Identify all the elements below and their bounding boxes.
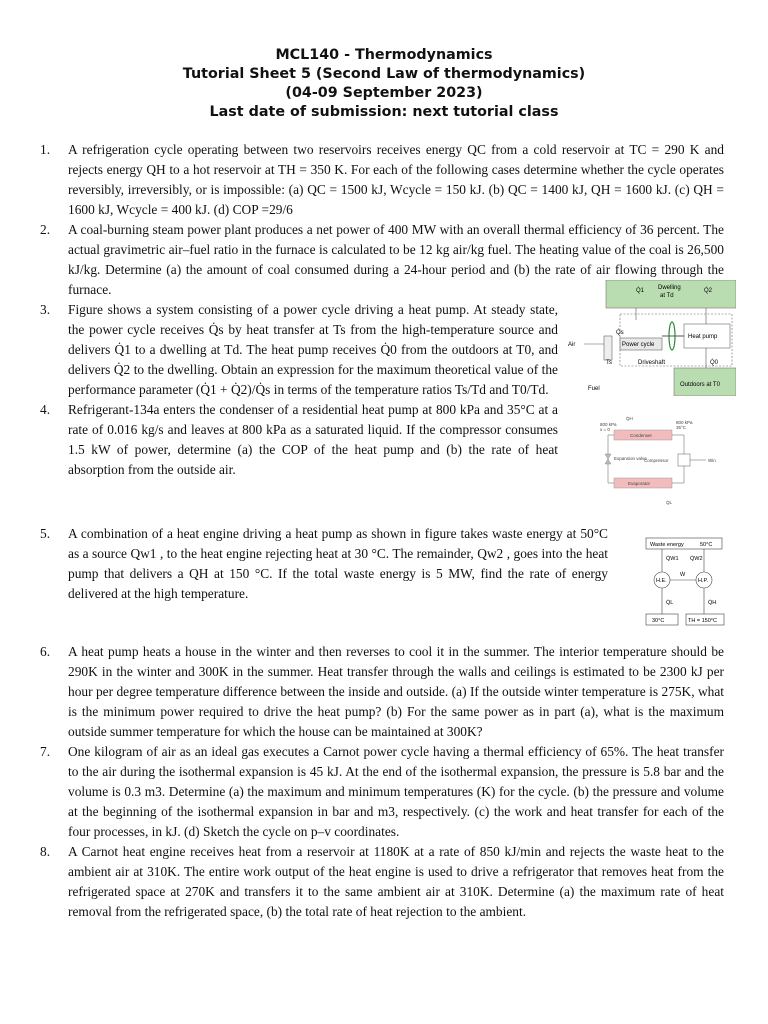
qh-label: Q̇H [708,600,717,606]
question-text: A combination of a heat engine driving a heat pump as shown in figure takes waste energy at 50°C as a source Qw1 , to the heat engine rejecting heat at 30 °C. The remainder, Qw2 , goes into the heat pump that delivers a QH at 150 °C. If the total waste energy is 5 MW, find the rate of energy delivered at the high temperature. [68,526,608,601]
work-label: Ẇ [680,572,686,578]
compressor-box [678,454,690,466]
question-text: A coal-burning steam power plant produces a net power of 400 MW with an overall thermal efficiency of 36 percent. The actual gravimetric air–fuel ratio in the furnace is calculated to be 12 kg air/kg fuel. The heating value of the coal is 26,500 kJ/kg. Determine (a) the amount of coal consumed during a 24-hour period and (b) the rate of air flowing through the furnace. [68,222,724,297]
sheet-title: Tutorial Sheet 5 (Second Law of thermodynamics) [182,66,586,82]
question-8 [40,842,724,922]
question-text: Figure shows a system consisting of a power cycle driving a heat pump. At steady state, the power cycle receives Q̇s by heat transfer at Ts from the high-temperature source and delivers Q̇1 to a dwelling at Td. The heat pump receives Q̇0 from the outdoors at T0, and delivers Q̇2 to the dwelling. Obtain an expression for the maximum theoretical value of the performance parameter (Q̇1 + Q̇2)/Q̇s in terms of the temperature ratios Ts/Td and T0/Td. [68,302,558,397]
driveshaft-label: Driveshaft [638,360,666,366]
ts-label: Ts [606,360,612,366]
question-text: One kilogram of air as an ideal gas executes a Carnot power cycle having a thermal efficiency of 65%. The heat transfer to the air during the isothermal expansion is 45 kJ. At the end of the isothermal expansion, the pressure is 5.8 bar and the volume is 0.3 m3. Determine (a) the maximum and minimum temperatures (K) for the cycle. (b) the pressure and volume at the beginning of the isothermal expansion in bar and m3, respectively. (c) the work and heat transfer for each of the four processes, in kJ. (d) Sketch the cycle on p–v coordinates. [68,744,724,839]
qs-label: Q̇s [616,330,624,336]
evaporator-label: Evaporator [628,481,651,486]
figure-heat-engine-heat-pump [642,536,726,628]
question-number: 1. [40,142,51,157]
qh-label: Q̇H [626,416,633,421]
fuel-label: Fuel [588,386,600,392]
dwelling-temp-label: at Td [660,293,674,299]
air-label: Air [568,342,576,348]
course-title: MCL140 - Thermodynamics [275,47,493,63]
win-label: Ẇin [708,458,716,463]
low-temp-label: 30°C [652,618,665,624]
question-number: 8. [40,844,51,859]
q0-label: Q̇0 [710,360,719,366]
heat-pump-label: Heat pump [688,334,718,340]
submission-deadline: Last date of submission: next tutorial class [209,104,559,120]
furnace [604,336,612,360]
dwelling-label: Dwelling [658,285,681,291]
q2-label: Q̇2 [704,288,713,294]
outlet-temp-label: 35°C [676,425,687,430]
expansion-valve-label: Expansion valve [614,456,647,461]
document-header [0,46,768,122]
q1-label: Q̇1 [636,288,645,294]
outlet-pressure-label: 800 kPa [676,420,693,425]
qw2-label: Q̇W2 [690,556,703,562]
question-5 [40,524,724,604]
qw1-label: Q̇W1 [666,556,679,562]
waste-energy-label: Waste energy [650,542,684,548]
question-6 [40,642,724,742]
question-number: 3. [40,302,51,317]
spacer [40,604,724,642]
ql-label: Q̇L [666,600,674,606]
ql-label: Q̇L [666,500,673,505]
question-text: A heat pump heats a house in the winter and then reverses to cool it in the summer. The interior temperature should be 290K in the winter and 300K in the summer. Heat transfer through the walls and ceilings is estimated to be 2300 kJ per hour per degree temperature difference between the inside and outside. (a) If the outside winter temperature is 275K, what is the minimum power required to drive the heat pump? (b) For the same power as in part (a), what is the maximum outside summer temperature for which the house can be maintained at 300K? [68,644,724,739]
power-cycle-label: Power cycle [622,342,655,348]
condenser-label: Condenser [630,433,653,438]
question-text: A refrigeration cycle operating between two reservoirs receives energy QC from a cold reservoir at TC = 290 K and rejects energy QH to a hot reservoir at TH = 350 K. For each of the following cases determine whether the cycle operates reversibly, irreversibly, or is impossible: (a) QC = 1500 kJ, Wcycle = 150 kJ. (b) QC = 1400 kJ, QH = 1600 kJ. (c) QH = 1600 kJ, Wcycle = 400 kJ. (d) COP =29/6 [68,142,724,217]
inlet-pressure-label: 800 kPa [600,422,617,427]
question-number: 6. [40,644,51,659]
waste-temp-label: 50°C [700,542,713,548]
question-number: 7. [40,744,51,759]
figure-power-cycle-heat-pump [566,280,736,396]
question-7 [40,742,724,842]
sheet-dates: (04-09 September 2023) [285,85,483,101]
question-1 [40,140,724,220]
high-temp-label: TH = 150°C [688,618,717,624]
heat-pump-label: H.P. [698,578,708,584]
expansion-valve-icon [605,454,611,464]
question-number: 4. [40,402,51,417]
question-text: Refrigerant-134a enters the condenser of a residential heat pump at 800 kPa and 35°C at a rate of 0.016 kg/s and leaves at 800 kPa as a saturated liquid. If the compressor consumes 1.5 kW of power, determine (a) the COP of the heat pump and (b) the rate of heat absorption from the outside air. [68,402,558,477]
question-number: 5. [40,526,51,541]
question-list [40,140,724,922]
compressor-label: Compressor [644,458,669,463]
inlet-quality-label: x = 0 [600,427,610,432]
heat-engine-label: H.E. [656,578,667,584]
figure-heat-pump-cycle [596,414,736,510]
outdoors-label: Outdoors at T0 [680,382,720,388]
question-text: A Carnot heat engine receives heat from a reservoir at 1180K at a rate of 850 kJ/min and rejects the waste heat to the ambient air at 310K. The entire work output of the heat engine is used to drive a refrigerator that removes heat from the refrigerated space at 270K and transfers it to the same ambient air at 310K. Determine (a) the maximum rate of heat removal from the refrigerated space, (b) the total rate of heat rejection to the ambient. [68,844,724,919]
question-number: 2. [40,222,51,237]
